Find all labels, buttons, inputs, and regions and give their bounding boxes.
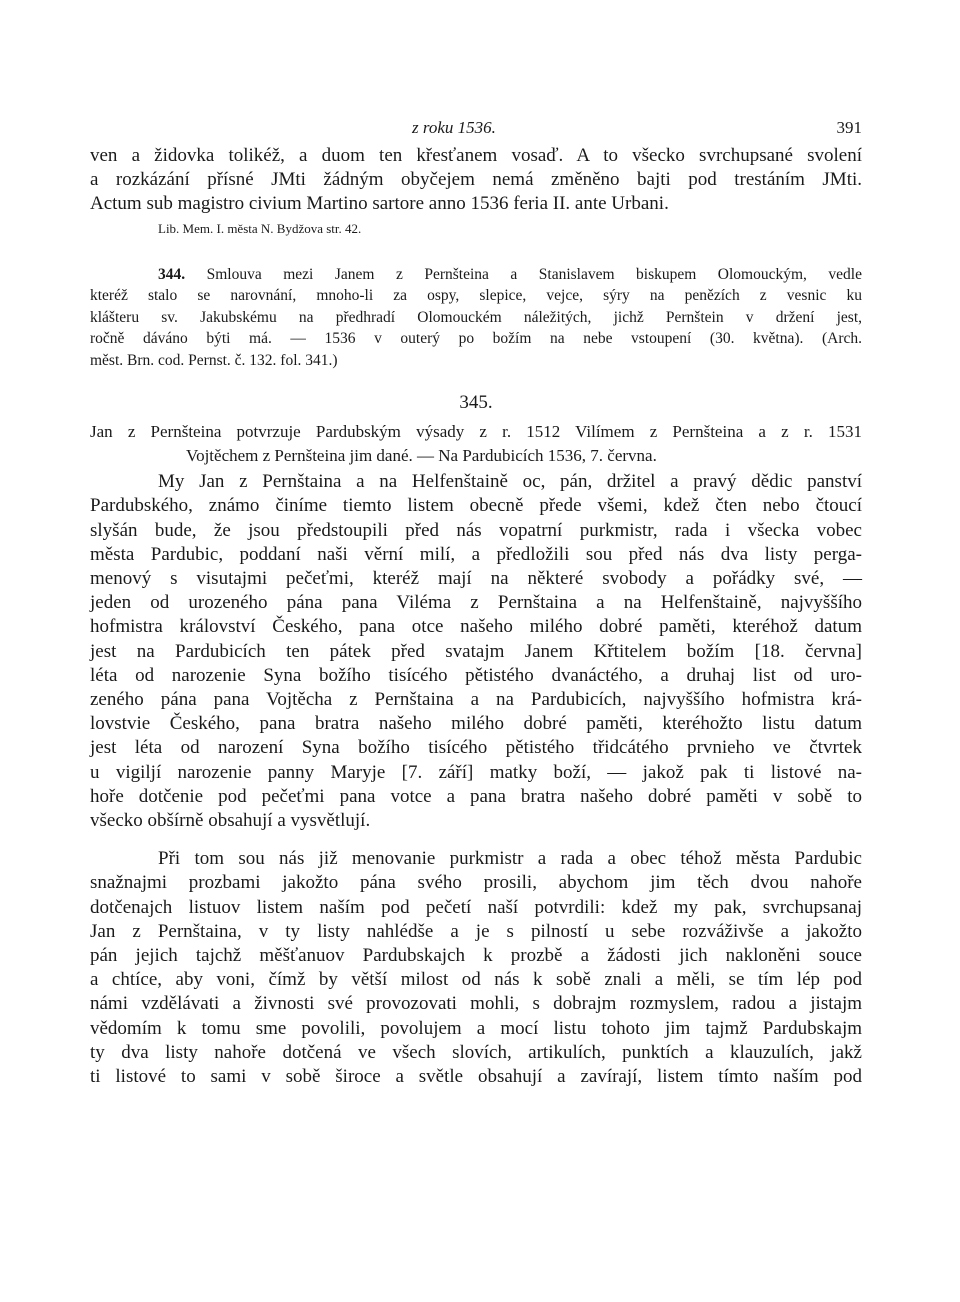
text-line: léta od narozenie Syna božího tisícého pětistého dvanáctého, a druhaj list od uro- [90,664,862,686]
text-line: námi vzdělávati a živnosti své provozovati mohli, s dobrajm rozmyslem, radou a jistajm [90,993,862,1015]
text-line: a chtíce, aby voni, čímž by větší milost od nás k sobě znali a měli, se tím lép pod [90,969,862,991]
text-line: Pardubského, známo činíme tiemto listem obecně přede všemi, kdež čten nebo čtoucí [90,495,862,517]
document-number-345: 345. [459,392,493,414]
text-line: jest na Pardubicích ten pátek před svatajm Janem Křtitelem božím [18. června] [90,640,862,662]
summary-text: Smlouva mezi Janem z Pernšteina a Stanislavem biskupem Olomouckým, vedle [206,265,862,283]
text-line: ty dva listy nahoře dotčená ve všech slovích, artikulích, punktích a klauzulích, jakž [90,1041,862,1063]
summary-line: klášteru sv. Jakubskému na předhradí Olomouckém náležitých, jichž Pernštein v držení jest, [90,308,862,326]
text-line: všecko obšírně obsahují a vysvětlují. [90,809,371,831]
text-line: u vigiljí narozenie panny Maryje [7. září] matky boží, — jakož pak ti listové na- [90,761,862,783]
text-line: slyšán bude, že jsou předstoupili před nás vopatrní purkmistr, rada i všecka vobec [90,519,862,541]
text-line: Při tom sou nás již menovanie purkmistr a rada a obec téhož města Pardubic [158,848,862,870]
text-line: města Pardubic, poddaní naši věrní milí, a předložili sou před nás dva listy perga- [90,543,862,565]
summary-line: ročně dáváno býti má. — 1536 v outerý po božím na nebe vstoupení (30. května). (Arch. [90,330,862,348]
regest-line: Jan z Pernšteina potvrzuje Pardubským výsady z r. 1512 Vilímem z Pernšteina a z r. 1531 [90,422,862,442]
summary-line: měst. Brn. cod. Pernst. č. 132. fol. 341.) [90,351,338,369]
regest-line: Vojtěchem z Pernšteina jim dané. — Na Pardubicích 1536, 7. června. [186,446,657,466]
document-345-paragraph-2 [90,847,862,1089]
source-note: Lib. Mem. I. města N. Bydžova str. 42. [158,220,362,236]
summary-line: kteréž stalo se narovnání, mnoho-li za ospy, slepice, vejce, sýry na penězích z vesnic ku [90,287,862,305]
text-line: jest léta od narození Syna božího tisícého pětistého třidcátého prvnieho ve čtvrtek [90,737,862,759]
document-344-summary [90,264,862,372]
text-line: a rozkázání přísné JMti žádným obyčejem nemá změněno bajti pod trestáním JMti. [90,169,862,191]
running-title: z roku 1536. [412,118,496,137]
text-line: My Jan z Pernštaina a na Helfenštaině oc, pán, držitel a pravý dědic panství [158,471,862,493]
running-header [90,118,862,144]
document-345-paragraph-1 [90,470,862,833]
text-line: Actum sub magistro civium Martino sartore anno 1536 feria II. ante Urbani. [90,193,669,215]
text-line: pán jejich tajchž měšťanuov Pardubskajch k prozbě a žádosti jich nakloněni souce [90,944,862,966]
text-line: vědomím k tomu sme povolili, povolujem a mocí listu tohoto jim tajmž Pardubskajm [90,1017,862,1039]
text-line: zeného pána pana Vojtěcha z Pernštaina a na Pardubicích, najvyššího hofmistra krá- [90,688,862,710]
text-line: hoře dotčenie pod pečeťmi pana votce a pana bratra našeho dobré paměti v sobě to [90,785,862,807]
text-line: menový s visutajmi pečeťmi, kteréž mají na některé svobody a pořádky své, — [90,567,862,589]
text-line: hofmistra království Českého, pana otce našeho milého dobré paměti, kteréhož datum [90,616,862,638]
text-line: snažnajmi prozbami jakožto pána svého prosili, abychom jim těch dvou nahoře [90,872,862,894]
document-number: 344. [158,265,186,283]
document-345-regest [90,420,862,468]
text-line: jeden od urozeného pána pana Viléma z Pernštaina a na Helfenštaině, najvyššího [90,592,862,614]
text-line: lovstvie Českého, pana bratra našeho milého dobré paměti, kteréhožto listu datum [90,713,862,735]
summary-first-line [90,264,862,286]
document-page [90,118,862,1089]
intro-text [90,144,862,217]
page-number: 391 [836,118,862,137]
text-line: ti listové to sami v sobě široce a světle obsahují a zavírají, listem tímto naším pod [90,1065,862,1087]
text-line: ven a židovka tolikéž, a duom ten křesťanem vosaď. A to všecko svrchupsané svolení [90,145,862,166]
text-line: dotčenajch listuov listem naším pod pečetí naší potvrdili: kdež my pak, svrchupsanaj [90,896,862,918]
text-line: Jan z Pernštaina, v ty listy nahlédše a je s pilností u sebe rozváživše a jakožto [90,920,862,942]
